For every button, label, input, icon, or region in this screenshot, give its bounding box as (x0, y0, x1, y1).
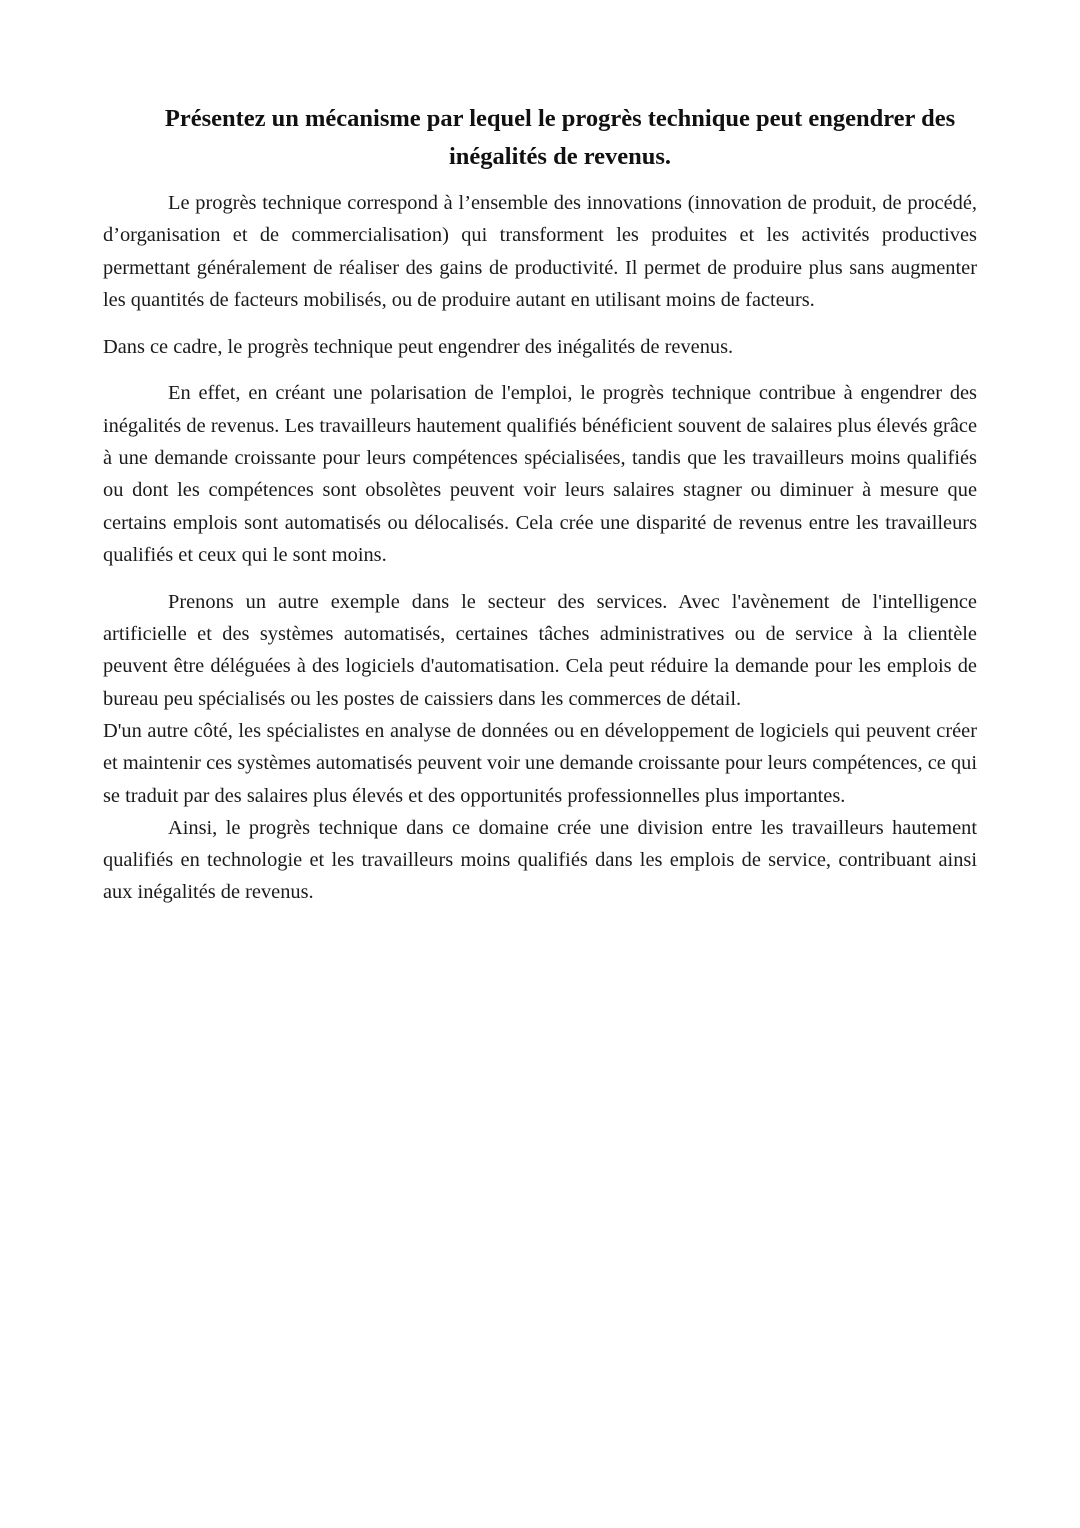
paragraph-conclusion: Ainsi, le progrès technique dans ce domaine crée une division entre les travailleurs hautement qualifiés en technologie et les travailleurs moins qualifiés dans les emplois de service, contribuant ainsi aux inégalités de revenus. (103, 816, 977, 904)
paragraph-specialists: D'un autre côté, les spécialistes en analyse de données ou en développement de logiciels qui peuvent créer et maintenir ces systèmes automatisés peuvent voir une demande croissante pour leurs compétences, ce qui se traduit par des salaires plus élevés et des opportunités professionnelles plus importantes. (103, 719, 977, 807)
document-title: Présentez un mécanisme par lequel le progrès technique peut engendrer des inégalités de revenus. (164, 105, 956, 170)
paragraph-polarisation: En effet, en créant une polarisation de l'emploi, le progrès technique contribue à engendrer des inégalités de revenus. Les travailleurs hautement qualifiés bénéficient souvent de salaires plus élevés grâce à une demande croissante pour leurs compétences spécialisées, tandis que les travailleurs moins qualifiés ou dont les compétences sont obsolètes peuvent voir leurs salaires stagner ou diminuer à mesure que certains emplois sont automatisés ou délocalisés. Cela crée une disparité de revenus entre les travailleurs qualifiés et ceux qui le sont moins. (103, 382, 977, 566)
paragraph-services-example: Prenons un autre exemple dans le secteur des services. Avec l'avènement de l'intelligence artificielle et des systèmes automatisés, certaines tâches administratives ou de service à la clientèle peuvent être déléguées à des logiciels d'automatisation. Cela peut réduire la demande pour les emplois de bureau peu spécialisés ou les postes de caissiers dans les commerces de détail. (103, 590, 977, 710)
paragraph-definition: Le progrès technique correspond à l’ensemble des innovations (innovation de produit, de procédé, d’organisation et de commercialisation) qui transforment les produites et les activités productives permettant généralement de réaliser des gains de productivité. Il permet de produire plus sans augmenter les quantités de facteurs mobilisés, ou de produire autant en utilisant moins de facteurs. (103, 192, 977, 311)
paragraph-transition: Dans ce cadre, le progrès technique peut engendrer des inégalités de revenus. (103, 335, 734, 358)
document-page (103, 100, 977, 923)
